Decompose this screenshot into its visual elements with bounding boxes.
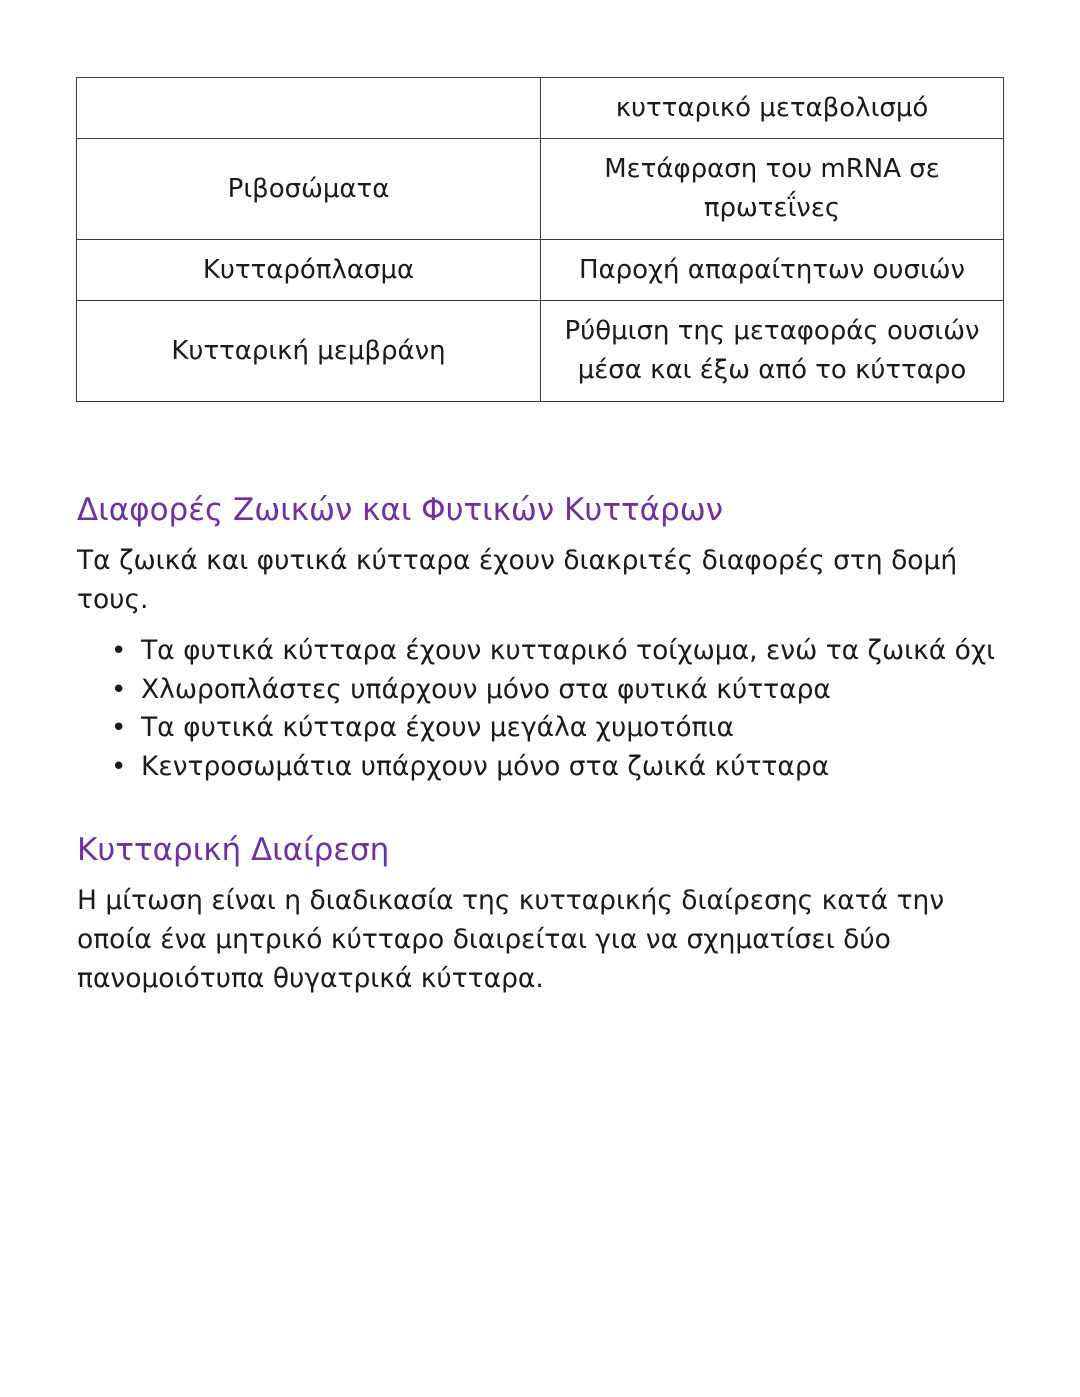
table-row — [77, 139, 1004, 240]
list-item-text: Κεντροσωμάτια υπάρχουν μόνο στα ζωικά κύτταρα — [141, 750, 830, 782]
body-line: Η μίτωση είναι η διαδικασία της κυτταρικής διαίρεσης κατά την — [77, 885, 945, 916]
list-item — [77, 748, 997, 787]
table-cell-organelle: Κυτταρική μεμβράνη — [77, 301, 541, 402]
table-row — [77, 78, 1004, 139]
differences-intro — [77, 541, 997, 619]
list-item — [77, 671, 997, 710]
body-line: οποία ένα μητρικό κύτταρο διαιρείται για να σχηματίσει δύο — [77, 924, 891, 955]
intro-line: Τα ζωικά και φυτικά κύτταρα έχουν διακριτές διαφορές στη δομή — [77, 545, 958, 576]
bullet-icon: • — [111, 636, 127, 666]
division-heading: Κυτταρική Διαίρεση — [77, 832, 390, 868]
table-cell-function — [541, 139, 1004, 240]
bullet-icon: • — [111, 751, 127, 782]
function-line: πρωτεΐνες — [703, 193, 841, 223]
differences-heading: Διαφορές Ζωικών και Φυτικών Κυττάρων — [77, 492, 724, 528]
table-cell-organelle: Ριβοσώματα — [77, 139, 541, 240]
table-cell-function — [541, 301, 1004, 402]
bullet-icon: • — [111, 713, 127, 743]
organelle-table — [76, 77, 1004, 402]
body-line: πανομοιότυπα θυγατρικά κύτταρα. — [77, 963, 544, 994]
intro-line: τους. — [77, 584, 149, 615]
list-item — [77, 632, 997, 671]
differences-section — [77, 489, 997, 786]
table-cell-function — [541, 240, 1004, 301]
table-cell-function — [541, 78, 1004, 139]
function-line: Μετάφραση του mRNA σε — [604, 154, 940, 184]
organelle-function-table — [76, 77, 1004, 402]
list-item-text: Τα φυτικά κύτταρα έχουν μεγάλα χυμοτόπια — [141, 712, 734, 743]
table-cell-organelle — [77, 78, 541, 139]
division-section — [77, 829, 997, 998]
table-cell-organelle: Κυτταρόπλασμα — [77, 240, 541, 301]
bullet-icon: • — [111, 674, 127, 705]
list-item — [77, 709, 997, 748]
division-body — [77, 881, 997, 998]
table-row — [77, 301, 1004, 402]
function-line: κυτταρικό μεταβολισμό — [615, 92, 929, 123]
list-item-text: Τα φυτικά κύτταρα έχουν κυτταρικό τοίχωμα, ενώ τα ζωικά όχι — [141, 635, 996, 666]
table-row — [77, 240, 1004, 301]
function-line: Ρύθμιση της μεταφοράς ουσιών — [564, 316, 980, 346]
list-item-text: Χλωροπλάστες υπάρχουν μόνο στα φυτικά κύτταρα — [141, 673, 831, 705]
differences-list — [77, 632, 997, 786]
function-line: Παροχή απαραίτητων ουσιών — [578, 254, 966, 285]
function-line: μέσα και έξω από το κύτταρο — [577, 355, 967, 385]
